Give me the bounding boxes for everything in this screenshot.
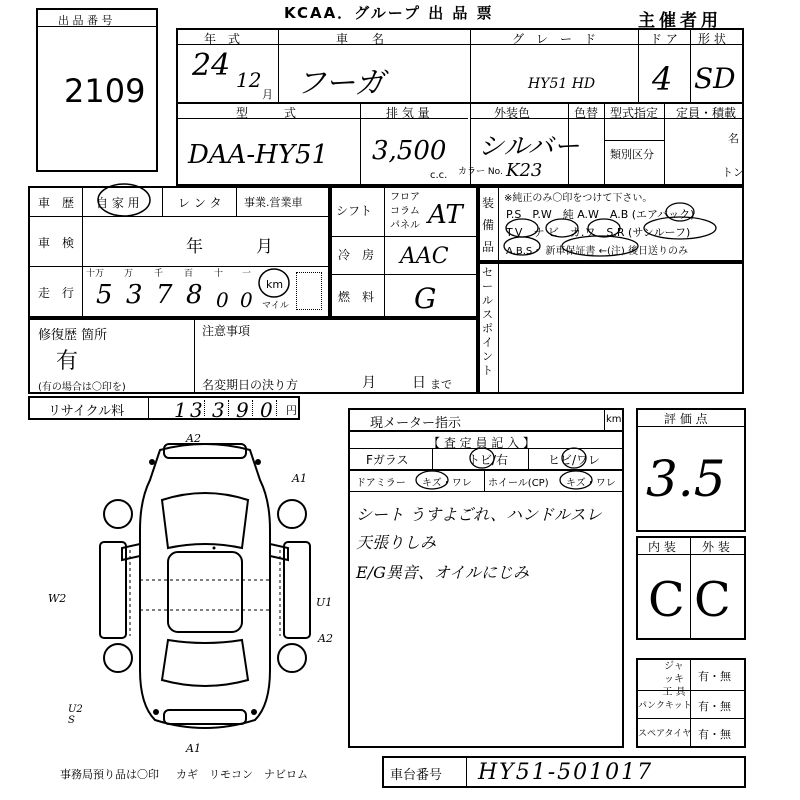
divider	[162, 186, 163, 216]
divider	[636, 718, 746, 719]
lot-number-label: 出 品 番 号	[58, 14, 113, 27]
shift-position-panel[interactable]: パネル	[390, 220, 420, 231]
recycle-digit: 9	[236, 398, 249, 422]
equipment-line-3: A.B.S・ 新車保証書 ←(注) 後日送りのみ	[506, 246, 688, 257]
evaluation-label: 評 価 点	[664, 412, 708, 426]
capacity-label: 定員・積載	[676, 106, 737, 120]
color-swap-label: 色替	[574, 106, 599, 120]
model-value: DAA-HY51	[188, 140, 329, 170]
inspection-label: 車 検	[38, 236, 75, 250]
year-label: 年 式	[204, 32, 241, 46]
mirror-label: ドアミラー	[356, 478, 406, 489]
chassis-number: HY51-501017	[478, 760, 654, 785]
mileage-digit-label: 万	[124, 269, 134, 279]
divider	[28, 216, 330, 217]
office-items: カギ リモコン ナビロム	[176, 768, 308, 781]
equipment-line-1: P.S P.W 純 A.W A.B (エアバック)	[506, 208, 695, 221]
mileage-digit-label: 十	[214, 269, 224, 279]
repair-value: 有	[56, 349, 79, 374]
category-label: 類別区分	[610, 148, 654, 161]
fglass-label: Fガラス	[366, 453, 409, 467]
recycle-unit: 円	[286, 404, 297, 417]
month-unit: 月	[262, 88, 273, 101]
divider	[36, 26, 158, 27]
grade-value: HY51 HD	[528, 76, 596, 92]
recycle-digit: 1	[174, 398, 187, 422]
year-value: 24	[192, 48, 231, 83]
inspection-month-unit: 月	[256, 237, 273, 257]
interior-grade: C	[648, 572, 685, 628]
sales-point-label: セールスポイント	[482, 266, 493, 377]
comment-line: E/G異音、オイルにじみ	[356, 563, 530, 582]
mileage-digit: 0	[216, 288, 229, 312]
evaluation-score: 3.5	[646, 450, 726, 508]
fuel-value: G	[414, 282, 437, 315]
divider	[330, 236, 478, 237]
equipment-note: ※純正のみ〇印をつけて下さい。	[504, 193, 653, 204]
name-label: 車 名	[336, 32, 385, 46]
model-designation-label: 型式指定	[610, 106, 659, 120]
ac-value: AAC	[400, 244, 449, 269]
doors-label: ド ア	[650, 32, 678, 46]
color-no-value: K23	[506, 160, 543, 181]
lot-number: 2109	[64, 72, 146, 110]
caution-label: 注意事項	[202, 324, 251, 338]
meter-unit: km	[606, 414, 622, 425]
damage-mark-a2-front: A2	[186, 432, 201, 445]
exterior-grade: C	[694, 572, 731, 628]
meter-label: 現メーター指示	[370, 416, 462, 431]
divider	[360, 102, 361, 186]
car-name-value: フーガ	[296, 66, 385, 101]
car-damage-diagram	[70, 440, 340, 740]
exterior-label: 外 装	[702, 540, 730, 554]
inspection-year-unit: 年	[186, 237, 203, 257]
divider	[194, 318, 195, 394]
puncture-kit-label: パンクキット	[638, 701, 692, 711]
mileage-unit-km: km	[266, 278, 284, 291]
mileage-digit: 7	[156, 280, 173, 310]
divider	[604, 140, 664, 141]
divider	[204, 400, 205, 416]
divider	[470, 28, 471, 186]
divider	[252, 400, 253, 416]
equipment-label: 装 備 品	[482, 196, 495, 254]
damage-mark-a1-right: A1	[292, 472, 307, 485]
divider	[384, 186, 385, 318]
damage-mark-u2s: U2 S	[68, 704, 83, 726]
mileage-extra-box	[296, 272, 322, 310]
persons-unit: 名	[728, 132, 739, 145]
repair-label: 修復歴 箇所	[38, 328, 108, 343]
divider	[636, 690, 746, 691]
divider	[276, 400, 277, 416]
mileage-digit: 5	[96, 280, 113, 310]
grade-label: グ レ ー ド	[512, 32, 597, 46]
divider	[228, 400, 229, 416]
mileage-digit-label: 十万	[86, 269, 105, 279]
divider	[236, 186, 237, 216]
divider	[466, 756, 467, 788]
divider	[278, 28, 279, 102]
cc-unit: c.c.	[430, 170, 448, 181]
divider	[604, 102, 605, 186]
interior-label: 内 装	[648, 540, 676, 554]
shift-position-floor[interactable]: フロア	[390, 192, 420, 203]
fglass-option-chip: トビ/右	[468, 453, 509, 467]
fglass-option-crack: ヒビ/ワレ	[548, 453, 601, 467]
recycle-label: リサイクル料	[48, 404, 125, 419]
recycle-digit: 0	[260, 398, 273, 422]
sales-point-block	[478, 262, 744, 394]
displacement-value: 3,500	[372, 136, 447, 166]
selection-circle-mark	[94, 182, 154, 218]
chassis-label: 車台番号	[390, 768, 443, 783]
divider	[330, 274, 478, 275]
exterior-color-label: 外装色	[494, 106, 531, 120]
exterior-color-value: シルバー	[478, 132, 580, 162]
spare-yes-no[interactable]: 有・無	[698, 728, 731, 741]
damage-mark-a1-rear: A1	[186, 742, 201, 755]
history-option-rental[interactable]: レ ン タ	[178, 196, 222, 210]
divider	[148, 396, 149, 420]
shift-position-column[interactable]: コラム	[390, 206, 420, 217]
mileage-digit: 8	[186, 280, 203, 310]
color-no-label: カラー No.	[458, 167, 503, 177]
divider	[690, 536, 691, 640]
repair-note: (有の場合は〇印を)	[38, 382, 126, 393]
history-label: 車 歴	[38, 196, 75, 210]
mileage-digit: 3	[126, 280, 143, 310]
mileage-label: 走 行	[38, 286, 75, 300]
divider	[638, 28, 639, 102]
divider	[690, 28, 691, 102]
equipment-circle-marks	[500, 196, 744, 260]
inspector-header: 【 査 定 員 記 入 】	[428, 436, 535, 450]
shift-label: シフト	[336, 204, 373, 218]
shape-label: 形 状	[698, 32, 726, 46]
divider	[498, 262, 499, 394]
mileage-unit-mile: マイル	[262, 301, 289, 311]
km-circle-mark	[256, 266, 292, 300]
displacement-label: 排 気 量	[386, 106, 430, 120]
puncture-yes-no[interactable]: 有・無	[698, 700, 731, 713]
recycle-digit: 3	[190, 398, 203, 422]
mileage-digit: 0	[240, 288, 253, 312]
jack-yes-no[interactable]: 有・無	[698, 670, 731, 683]
office-note: 事務局預り品は〇印	[60, 768, 159, 781]
jack-label: ジャッキ 工 具	[662, 661, 686, 698]
spare-tire-label: スペアタイヤ	[638, 729, 692, 739]
ton-unit: トン	[722, 166, 744, 179]
mirror-value: キズ・ワレ	[422, 478, 472, 489]
mileage-digit-label: 千	[154, 269, 164, 279]
form-title: KCAA．グループ 出 品 票	[284, 4, 494, 22]
shape-value: SD	[694, 62, 736, 95]
mileage-digit-label: 一	[242, 269, 252, 279]
divider	[498, 186, 499, 262]
caution-deadline-label: 名変期日の決り方	[202, 378, 299, 392]
comment-line: シート うすよごれ、ハンドルスレ	[356, 505, 602, 524]
divider	[82, 186, 83, 318]
shift-value: AT	[428, 200, 463, 230]
fuel-label: 燃 料	[338, 290, 375, 304]
damage-mark-w2: W2	[48, 592, 67, 605]
ac-label: 冷 房	[338, 248, 375, 262]
wheel-label: ホイール(CP)	[488, 478, 549, 489]
host-label: 主催者用	[638, 11, 722, 31]
history-option-private[interactable]: 自 家 用	[96, 196, 140, 210]
mileage-digit-label: 百	[184, 269, 194, 279]
damage-mark-u1: U1	[316, 596, 333, 609]
wheel-value: キズ・ワレ	[566, 478, 616, 489]
month-value: 12	[236, 68, 262, 92]
caution-suffix: まで	[430, 378, 452, 391]
doors-value: 4	[652, 60, 673, 98]
caution-day-unit: 日	[412, 375, 426, 391]
caution-month-unit: 月	[362, 375, 376, 391]
history-option-business[interactable]: 事業.営業車	[244, 196, 303, 209]
damage-mark-a2-right: A2	[318, 632, 333, 645]
recycle-digit: 3	[212, 398, 225, 422]
equipment-line-2: T.V ナ ビ カ.ワ S.R (サンルーフ)	[506, 226, 691, 239]
divider	[664, 102, 665, 186]
comment-line: 天張りしみ	[356, 533, 437, 552]
model-label: 型 式	[236, 106, 297, 120]
